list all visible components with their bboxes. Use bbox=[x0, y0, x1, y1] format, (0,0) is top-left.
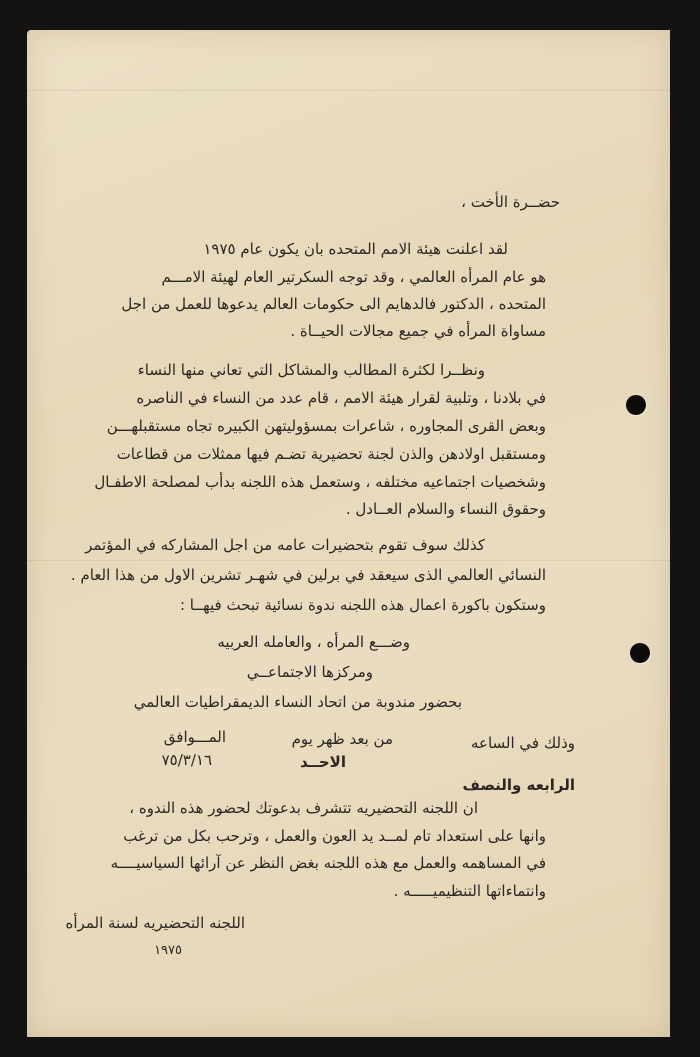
punch-hole-bottom bbox=[630, 643, 650, 663]
paragraph-4-line-3: في المساهمه والعمل مع هذه اللجنه بغض النظر عن آرائها السياسيــــه bbox=[110, 854, 546, 872]
paper-crease bbox=[27, 560, 670, 561]
paragraph-3-line-3: وستكون باكورة اعمال هذه اللجنه ندوة نسائية تبحث فيهــا : bbox=[179, 596, 546, 614]
paragraph-2-line-4: ومستقبل اولادهن والذن لجنة تحضيرية تضـم فيها ممثلات من قطاعات bbox=[116, 445, 546, 463]
paragraph-2-line-3: وبعض القرى المجاوره ، شاعرات بمسؤوليتهن الكبيره تجاه مستقبلهـــن bbox=[106, 417, 546, 435]
paragraph-3-line-2: النسائي العالمي الذى سيعقد في برلين في شهـر تشرين الاول من هذا العام . bbox=[70, 566, 546, 584]
paragraph-2-line-6: وحقوق النساء والسلام العــادل . bbox=[345, 500, 546, 518]
paragraph-1-line-1: لقد اعلنت هيئة الامم المتحده بان يكون عام ١٩٧٥ bbox=[203, 240, 508, 258]
paragraph-2-line-2: في بلادنا ، وتلبية لقرار هيئة الامم ، قام عدد من النساء في الناصره bbox=[136, 389, 546, 407]
topic-line-1: وضـــع المرأه ، والعامله العربيه bbox=[217, 633, 410, 651]
schedule-date-label: المـــوافق bbox=[163, 728, 226, 746]
schedule-day-label: من بعد ظهر يوم bbox=[291, 730, 393, 748]
paragraph-2-line-5: وشخصيات اجتماعيه مختلفه ، وستعمل هذه اللجنه بدأب لمصلحة الاطفـال bbox=[94, 473, 546, 491]
paragraph-1-line-3: المتحده ، الدكتور فالدهايم الى حكومات العالم يدعوها للعمل من اجل bbox=[121, 295, 546, 313]
paragraph-3-line-1: كذلك سوف تقوم بتحضيرات عامه من اجل المشاركه في المؤتمر bbox=[85, 536, 485, 554]
paragraph-4-line-4: وانتماءاتها التنظيميـــــه . bbox=[393, 882, 546, 900]
schedule-day-value: الاحــد bbox=[299, 753, 346, 771]
paragraph-1-line-4: مساواة المرأه في جميع مجالات الحيــاة . bbox=[290, 322, 546, 340]
paragraph-4-line-2: وانها على استعداد تام لمــد يد العون والعمل ، وترحب بكل من ترغب bbox=[123, 827, 546, 845]
topic-line-3: بحضور مندوبة من اتحاد النساء الديمقراطيات العالمي bbox=[133, 693, 462, 711]
paragraph-1-line-2: هو عام المرأه العالمي ، وقد توجه السكرتير العام لهيئة الامـــم bbox=[161, 268, 546, 286]
signature-year: ١٩٧٥ bbox=[154, 943, 182, 958]
punch-hole-top bbox=[626, 395, 646, 415]
schedule-time-value: الرابعه والنصف bbox=[462, 776, 575, 794]
salutation: حضــرة الأخت ، bbox=[461, 193, 560, 211]
paper-crease bbox=[27, 90, 670, 91]
topic-line-2: ومركزها الاجتماعــي bbox=[246, 663, 373, 681]
schedule-date-value: ٧٥/٣/١٦ bbox=[161, 751, 212, 769]
paragraph-2-line-1: ونظــرا لكثرة المطالب والمشاكل التي تعاني منها النساء bbox=[137, 361, 485, 379]
signature-committee: اللجنه التحضيريه لسنة المرأه bbox=[65, 914, 245, 932]
schedule-time-label: وذلك في الساعه bbox=[470, 734, 575, 752]
document-page bbox=[27, 30, 670, 1037]
paragraph-4-line-1: ان اللجنه التحضيريه تتشرف بدعوتك لحضور هذه الندوه ، bbox=[129, 799, 478, 817]
